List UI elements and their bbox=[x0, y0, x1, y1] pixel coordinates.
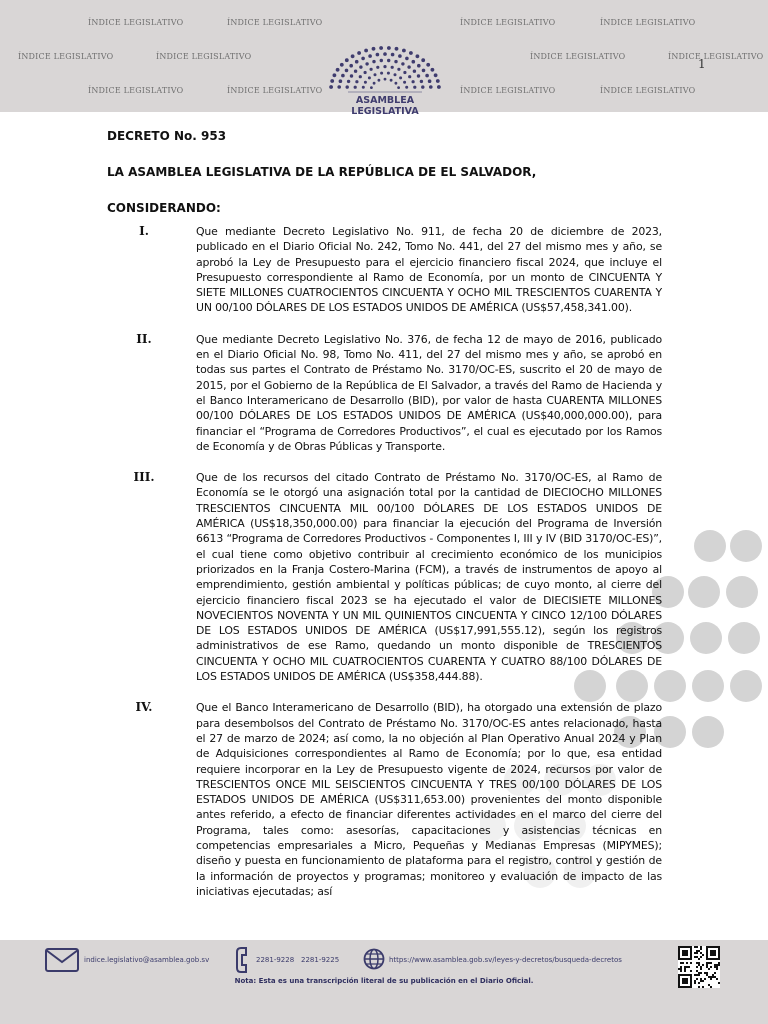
decree-header bbox=[107, 128, 663, 236]
decorative-dot bbox=[690, 622, 722, 654]
logo-dot bbox=[383, 65, 386, 68]
footer-url[interactable]: https://www.asamblea.gob.sv/leyes-y-decretos/busqueda-decretos bbox=[389, 956, 622, 964]
logo-dot bbox=[340, 63, 344, 67]
logo-dot bbox=[383, 52, 387, 56]
logo-dot bbox=[379, 46, 383, 50]
logo-dot bbox=[401, 62, 404, 65]
logo-dot bbox=[394, 60, 397, 63]
logo-dot bbox=[380, 59, 383, 62]
logo-dot bbox=[405, 86, 408, 89]
footer-phone-2[interactable]: 2281-9225 bbox=[301, 956, 340, 964]
logo-dot bbox=[387, 72, 390, 75]
logo-dot bbox=[346, 85, 349, 88]
logo-dot bbox=[402, 49, 406, 53]
logo-dot bbox=[421, 58, 425, 62]
watermark-text: ÍNDICE LEGISLATIVO bbox=[530, 52, 626, 61]
logo-dot bbox=[345, 69, 349, 73]
logo-dot bbox=[412, 80, 415, 83]
globe-icon bbox=[363, 948, 385, 970]
logo-dot bbox=[374, 73, 377, 76]
logo-dot bbox=[394, 73, 397, 76]
item-numeral: I. bbox=[139, 224, 149, 238]
logo-dot bbox=[397, 68, 400, 71]
logo-dot bbox=[347, 80, 350, 83]
logo-dot bbox=[428, 79, 432, 83]
logo-dot bbox=[341, 74, 345, 78]
logo-dot bbox=[373, 82, 376, 85]
logo-dot bbox=[355, 80, 358, 83]
logo-dot bbox=[397, 86, 400, 89]
item-numeral: IV. bbox=[135, 700, 153, 715]
item-text: Que mediante Decreto Legislativo No. 911, de fecha 20 de diciembre de 2023, publicado en el Diario Oficial No. 242, Tomo No. 441, del 27 del mismo mes y año, se aprobó la Ley de Presupuesto para el ejercicio financiero fiscal 2024, que incluye el Presupuesto correspondiente al Ramo de Economía, por un monto de CINCUENTA Y SIETE MILLONES CUATROCIENTOS CINCUENTA Y OCHO MIL TRESCIENTOS CUARENTA Y UN 00/100 DÓLARES DE LOS ESTADOS UNIDOS DE AMÉRICA (US$57,458,341.00). bbox=[196, 225, 662, 315]
item-numeral: II. bbox=[136, 331, 152, 346]
logo-dot bbox=[329, 85, 333, 89]
logo-dot bbox=[431, 68, 435, 72]
logo-dot bbox=[364, 71, 367, 74]
logo-dot bbox=[412, 60, 416, 64]
logo-dot bbox=[378, 79, 381, 82]
page-header bbox=[0, 0, 768, 117]
logo-dot bbox=[337, 85, 341, 89]
logo-dot bbox=[420, 80, 423, 83]
logo-dot bbox=[395, 47, 399, 51]
page-number: 1 bbox=[698, 57, 706, 71]
logo-dot bbox=[364, 49, 368, 53]
logo-dot bbox=[398, 54, 402, 58]
logo-dot bbox=[380, 72, 383, 75]
logo-dot bbox=[425, 74, 429, 78]
consideration-item bbox=[107, 700, 663, 899]
logo-dot bbox=[336, 68, 340, 72]
watermark-text: ÍNDICE LEGISLATIVO bbox=[18, 52, 114, 61]
decorative-dot bbox=[692, 670, 724, 702]
item-text: Que el Banco Interamericano de Desarrollo (BID), ha otorgado una extensión de plazo para desembolsos del Contrato de Préstamo No. 3170/OC-ES antes relacionado, hasta el 27 de marzo de 2024; así como, la no objeción al Plan Operativo Anual 2024 y Plan de Adquisiciones correspondientes al Ramo de Economía; por lo que, esa entidad requiere incorporar en la Ley de Presupuesto vigente de 2024, recursos por valor de TRESCIENTOS ONCE MIL SEISCIENTOS CINCUENTA Y TRES 00/100 DÓLARES DE LOS ESTADOS UNIDOS DE AMÉRICA (US$311,653.00) provenientes del monto disponible antes referido, a efecto de financiar diferentes actividades en el marco del cierre del Programa, tales como: asesorías, capacitaciones y asistencias técnicas en competencias empresariales a Micro, Pequeñas y Medianas Empresas (MIPYMES); diseño y puesta en funcionamiento de plataforma para el registro, control y gestión de la información de proyectos y programas; monitoreo y evaluación de impacto de las iniciativas ejecutadas; así bbox=[196, 701, 662, 898]
logo-dot bbox=[350, 74, 353, 77]
decorative-dot bbox=[688, 576, 720, 608]
considering-heading: CONSIDERANDO: bbox=[107, 201, 221, 215]
watermark-text: ÍNDICE LEGISLATIVO bbox=[156, 52, 252, 61]
logo-dot bbox=[370, 68, 373, 71]
decorative-dot bbox=[726, 576, 758, 608]
logo-dot bbox=[409, 51, 413, 55]
logo-caption: ASAMBLEA LEGISLATIVA bbox=[351, 95, 419, 117]
logo-dot bbox=[370, 86, 373, 89]
logo-dot bbox=[355, 60, 359, 64]
logo-dot bbox=[333, 73, 337, 77]
logo-dot bbox=[417, 74, 420, 77]
logo-dot bbox=[364, 81, 367, 84]
watermark-text: ÍNDICE LEGISLATIVO bbox=[460, 18, 556, 27]
footer-email[interactable]: indice.legislativo@asamblea.gob.sv bbox=[84, 956, 210, 964]
decorative-dot bbox=[728, 622, 760, 654]
logo-dot bbox=[426, 63, 430, 67]
logo-dot bbox=[351, 54, 355, 58]
logo-dot bbox=[436, 79, 440, 83]
logo-dot bbox=[376, 66, 379, 69]
logo-dot bbox=[434, 73, 438, 77]
logo-dot bbox=[408, 75, 411, 78]
logo-dot bbox=[387, 46, 391, 50]
consideration-item bbox=[107, 332, 663, 454]
logo-dot bbox=[372, 47, 376, 51]
logo-dot bbox=[421, 85, 424, 88]
logo-dot bbox=[349, 64, 353, 68]
logo-dot bbox=[413, 86, 416, 89]
footer-phone-1[interactable]: 2281-9228 bbox=[256, 956, 295, 964]
logo-dot bbox=[395, 82, 398, 85]
considerations-list bbox=[107, 224, 663, 915]
item-text: Que mediante Decreto Legislativo No. 376, de fecha 12 de mayo de 2016, publicado en el Diario Oficial No. 98, Tomo No. 411, del 27 del mismo mes y año, se aprobó en todas sus partes el Contrato de Préstamo No. 3170/OC-ES, suscrito el 20 de mayo de 2015, por el Gobierno de la República de El Salvador, a través del Ramo de Hacienda y el Banco Interamericano de Desarrollo (BID), por valor de hasta CUARENTA MILLONES 00/100 DÓLARES DE LOS ESTADOS UNIDOS DE AMÉRICA (US$40,000,000.00), para financiar el “Programa de Corredores Productivos”, el cual es ejecutado por los Ramos de Economía y de Obras Públicas y Transporte. bbox=[196, 332, 662, 453]
item-numeral: III. bbox=[133, 470, 155, 485]
logo-dot bbox=[362, 86, 365, 89]
logo-dot bbox=[345, 58, 349, 62]
watermark-text: ÍNDICE LEGISLATIVO bbox=[668, 52, 764, 61]
watermark-text: ÍNDICE LEGISLATIVO bbox=[600, 18, 696, 27]
watermark-text: ÍNDICE LEGISLATIVO bbox=[88, 18, 184, 27]
logo-dot bbox=[399, 76, 402, 79]
logo-dot bbox=[407, 65, 410, 68]
logo-dot bbox=[403, 71, 406, 74]
logo-dot bbox=[384, 78, 387, 81]
logo-dot bbox=[437, 85, 441, 89]
decree-title: DECRETO No. 953 bbox=[107, 129, 227, 143]
footer-note: Nota: Esta es una transcripción literal de su publicación en el Diario Oficial. bbox=[234, 977, 534, 985]
logo-dot bbox=[368, 76, 371, 79]
logo-dot bbox=[403, 81, 406, 84]
logo-dot bbox=[368, 54, 372, 58]
logo-dot bbox=[376, 53, 380, 57]
logo-dot bbox=[359, 75, 362, 78]
decorative-dot bbox=[692, 716, 724, 748]
logo-dot bbox=[387, 59, 390, 62]
logo-dot bbox=[413, 70, 416, 73]
consideration-item bbox=[107, 470, 663, 684]
logo-dot bbox=[391, 66, 394, 69]
logo-dot bbox=[354, 70, 357, 73]
decorative-dot bbox=[730, 530, 762, 562]
logo-dot bbox=[354, 86, 357, 89]
logo-dot bbox=[429, 85, 433, 89]
logo-dot bbox=[390, 79, 393, 82]
consideration-item bbox=[107, 224, 663, 316]
assembly-heading: LA ASAMBLEA LEGISLATIVA DE LA REPÚBLICA DE EL SALVADOR, bbox=[107, 165, 537, 179]
watermark-text: ÍNDICE LEGISLATIVO bbox=[600, 86, 696, 95]
watermark-text: ÍNDICE LEGISLATIVO bbox=[227, 18, 323, 27]
logo-dot bbox=[357, 51, 361, 55]
logo-dot bbox=[359, 65, 362, 68]
logo-dot bbox=[330, 79, 334, 83]
logo-dot bbox=[339, 79, 343, 83]
logo-dot bbox=[361, 57, 365, 61]
phone-icon bbox=[236, 946, 252, 974]
watermark-text: ÍNDICE LEGISLATIVO bbox=[227, 86, 323, 95]
decorative-dot bbox=[730, 670, 762, 702]
logo-dot bbox=[365, 62, 368, 65]
logo-dot bbox=[416, 54, 420, 58]
item-text: Que de los recursos del citado Contrato de Préstamo No. 3170/OC-ES, al Ramo de Economía se le otorgó una asignación total por la cantidad de DIECIOCHO MILLONES TRESCIENTOS CINCUENTA MIL 00/100 DÓLARES DE LOS ESTADOS UNIDOS DE AMÉRICA (US$18,350,000.00) para financiar la ejecución del Programa de Inversión 6613 “Programa de Corredores Productivos - Componentes I, III y IV (BID 3170/OC-ES)”, el cual tiene como objetivo contribuir al crecimiento económico de los municipios priorizados en la Franja Costero-Marina (FCM), a través de instrumentos de apoyo al emprendimiento, gestión ambiental y políticas públicas; de cuyo monto, al cierre del ejercicio financiero fiscal 2023 se ha ejecutado el valor de DIECISIETE MILLONES NOVECIENTOS NOVENTA Y UN MIL QUINIENTOS CINCUENTA Y CINCO 12/100 DÓLARES DE LOS ESTADOS UNIDOS DE AMÉRICA (US$17,991,555.12), según los registros administrativos de ese Ramo, quedando un monto disponible de TRESCIENTOS CINCUENTA Y OCHO MIL CUATROCIENTOS CUARENTA Y CUATRO 88/100 DÓLARES DE LOS ESTADOS UNIDOS DE AMÉRICA (US$358,444.88). bbox=[196, 471, 662, 684]
logo-dot bbox=[405, 57, 409, 61]
logo-dot bbox=[391, 53, 395, 57]
logo-dot bbox=[372, 60, 375, 63]
logo-dot bbox=[417, 64, 421, 68]
mail-icon bbox=[45, 948, 79, 972]
logo-dot bbox=[422, 69, 426, 73]
watermark-text: ÍNDICE LEGISLATIVO bbox=[88, 86, 184, 95]
decorative-dot bbox=[694, 530, 726, 562]
watermark-text: ÍNDICE LEGISLATIVO bbox=[460, 86, 556, 95]
